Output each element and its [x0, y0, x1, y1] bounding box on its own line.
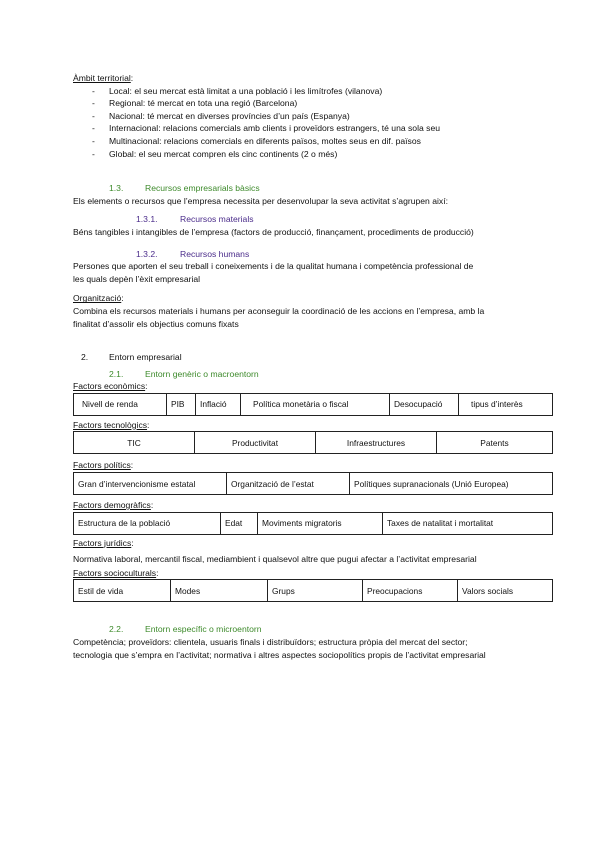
table-cell: Patents	[437, 432, 553, 454]
tech-title: Factors tecnològics	[73, 419, 148, 430]
tech-heading: Factors tecnològics:	[73, 419, 150, 430]
section-2-1-heading	[73, 368, 553, 381]
organization-text-1: Combina els recursos materials i humans per aconseguir la coordinació de les accions en l’empresa, amb la	[73, 305, 485, 316]
table-cell: Grups	[268, 580, 363, 602]
list-item: - Local: el seu mercat està limitat a una població i les limítrofes (vilanova)	[92, 85, 553, 98]
demographic-title: Factors demogràfics	[73, 500, 151, 511]
section-2-2-text-2: tecnologia que s’empra en l’activitat; normativa i altres aspectes sociopolítics propis de l’activitat empresarial	[73, 649, 486, 660]
political-table	[73, 472, 553, 495]
document-page	[73, 72, 553, 661]
section-title: Recursos humans	[180, 248, 250, 259]
section-1-3-2-text-2: les quals depèn l’èxit empresarial	[73, 273, 201, 284]
table-cell: Inflació	[196, 393, 241, 415]
table-row	[74, 393, 553, 415]
political-title: Factors polítics	[73, 460, 131, 471]
legal-text: Normativa laboral, mercantil fiscal, mediambient i qualsevol altre que pugui afectar a l’activitat empresarial	[73, 554, 477, 565]
section-number: 1.3.	[109, 183, 124, 194]
economics-title: Factors econòmics	[73, 381, 146, 392]
table-cell: Polítiques supranacionals (Unió Europea)	[350, 473, 553, 495]
table-row	[74, 432, 553, 454]
political-heading: Factors polítics:	[73, 460, 134, 471]
tech-table	[73, 431, 553, 454]
legal-heading: Factors jurídics:	[73, 537, 134, 548]
section-number: 1.3.2.	[136, 248, 158, 259]
table-cell: Preocupacions	[363, 580, 458, 602]
section-2-heading	[73, 351, 553, 364]
organization-heading: Organització:	[73, 293, 124, 304]
table-cell: Edat	[221, 512, 258, 534]
list-item: - Nacional: té mercat en diverses províncies d’un país (Espanya)	[92, 110, 553, 123]
table-cell: Gran d’intervencionisme estatal	[74, 473, 227, 495]
list-item: - Global: el seu mercat compren els cinc continents (2 o més)	[92, 148, 553, 161]
table-cell: Estil de vida	[74, 580, 171, 602]
organization-text-2: finalitat d’assolir els objectius comuns fixats	[73, 318, 239, 329]
economics-heading: Factors econòmics:	[73, 381, 148, 392]
sociocultural-table	[73, 579, 553, 602]
section-title: Entorn específic o microentorn	[145, 624, 262, 635]
table-cell: Política monetària o fiscal	[241, 393, 390, 415]
demographic-heading: Factors demogràfics:	[73, 500, 154, 511]
list-item: - Internacional: relacions comercials amb clients i proveïdors estrangers, té una sola seu	[92, 122, 553, 135]
table-cell: PIB	[167, 393, 196, 415]
section-number: 2.2.	[109, 624, 124, 635]
table-cell: Moviments migratoris	[258, 512, 383, 534]
section-1-3-2-heading	[73, 248, 553, 261]
section-1-3-1-heading	[73, 213, 553, 226]
section-2-2-heading	[73, 623, 553, 636]
table-cell: tipus d’interès	[459, 393, 553, 415]
table-cell: Valors socials	[458, 580, 553, 602]
legal-title: Factors jurídics	[73, 537, 132, 548]
table-cell: Desocupació	[390, 393, 459, 415]
table-row	[74, 512, 553, 534]
section-1-3-text: Els elements o recursos que l’empresa necessita per desenvolupar la seva activitat s’agrupen així:	[73, 195, 448, 206]
territorial-title: Àmbit territorial	[73, 73, 131, 83]
section-number: 2.1.	[109, 368, 124, 379]
section-2-2-text-1: Competència; proveïdors: clientela, usuaris finals i distribuïdors; estructura pròpia del mercat del sector;	[73, 637, 468, 648]
section-1-3-2-text-1: Persones que aporten el seu treball i coneixements i de la qualitat humana i competència professional de	[73, 261, 474, 272]
economics-table	[73, 393, 553, 416]
section-title: Entorn genèric o macroentorn	[145, 368, 259, 379]
table-cell: Productivitat	[195, 432, 316, 454]
territorial-list	[73, 85, 553, 161]
table-cell: Infraestructures	[316, 432, 437, 454]
table-cell: Organització de l’estat	[227, 473, 350, 495]
list-item: - Multinacional: relacions comercials en diferents països, moltes seus en dif. països	[92, 135, 553, 148]
territorial-heading: Àmbit territorial:	[73, 73, 134, 83]
table-cell: TIC	[74, 432, 195, 454]
section-number: 1.3.1.	[136, 214, 158, 225]
section-title: Entorn empresarial	[109, 352, 182, 363]
organization-title: Organització	[73, 293, 122, 304]
table-row	[74, 580, 553, 602]
table-cell: Nivell de renda	[74, 393, 167, 415]
list-item: - Regional: té mercat en tota una regió (Barcelona)	[92, 97, 553, 110]
section-1-3-1-text: Béns tangibles i intangibles de l’empresa (factors de producció, finançament, procediments de producció)	[73, 226, 474, 237]
table-cell: Estructura de la població	[74, 512, 221, 534]
table-row	[74, 473, 553, 495]
demographic-table	[73, 512, 553, 535]
table-cell: Modes	[171, 580, 268, 602]
section-title: Recursos materials	[180, 214, 254, 225]
section-title: Recursos empresarials bàsics	[145, 183, 260, 194]
sociocultural-title: Factors socioculturals	[73, 567, 157, 578]
section-1-3-heading	[73, 182, 553, 195]
section-number: 2.	[81, 352, 89, 363]
table-cell: Taxes de natalitat i mortalitat	[383, 512, 553, 534]
sociocultural-heading: Factors socioculturals:	[73, 567, 159, 578]
